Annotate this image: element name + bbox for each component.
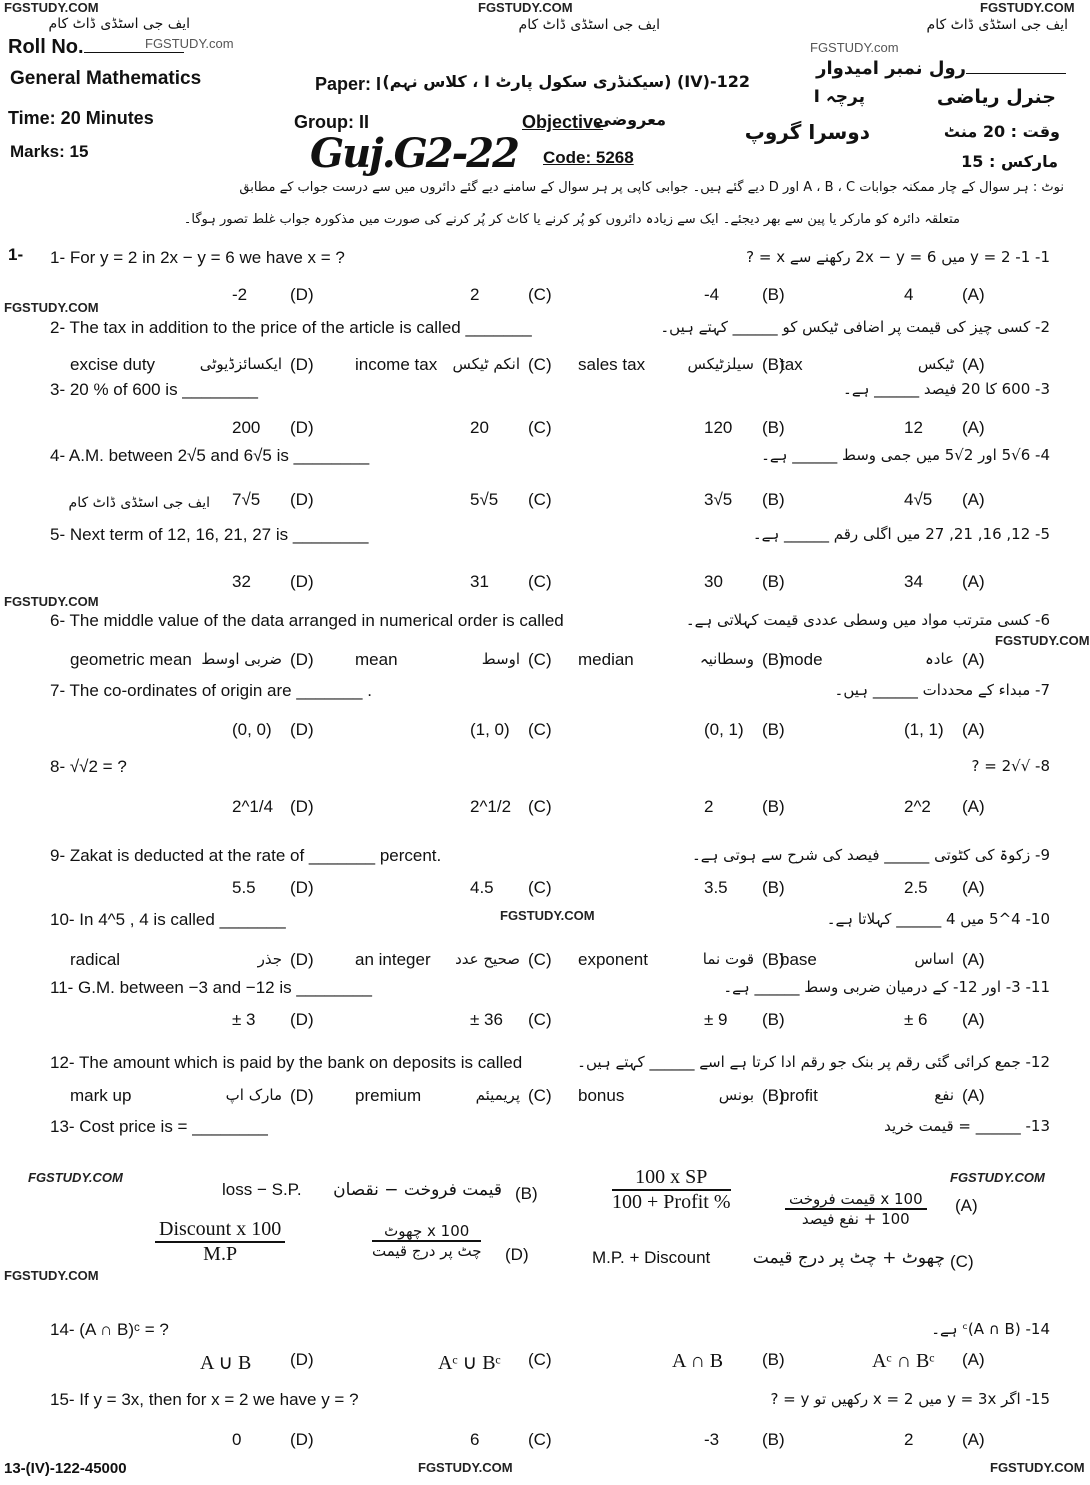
question-3-option-b-value: 120	[704, 418, 733, 437]
question-9-option-d-label: (D)	[290, 878, 314, 897]
question-11-text: 11- G.M. between −3 and −12 is ________	[50, 978, 372, 997]
question-4-option-d-label: (D)	[290, 490, 314, 509]
question-6-option-a-value-ur: عادہ	[925, 650, 954, 668]
question-8-option-d-value: 2^1/4	[232, 797, 274, 816]
question-5-option-d-value: 32	[232, 572, 251, 591]
question-12-option-c-label: (C)	[528, 1086, 552, 1105]
marks: Marks: 15	[10, 142, 89, 161]
q13-option-b-en: loss − S.P.	[222, 1180, 302, 1199]
watermark: FGSTUDY.COM	[500, 908, 595, 923]
watermark: FGSTUDY.COM	[28, 1170, 123, 1185]
question-10-option-a-value-ur: اساس	[914, 950, 954, 968]
question-5-option-b-label: (B)	[762, 572, 785, 591]
question-6-option-b-label: (B)	[762, 650, 785, 669]
question-1-option-c-label: (C)	[528, 285, 552, 304]
q13-option-c-ur: چھوٹ + چٹ پر درج قیمت	[752, 1248, 945, 1268]
question-4-option-b-label: (B)	[762, 490, 785, 509]
watermark: ایف جی اسٹڈی ڈاٹ کام	[48, 16, 190, 32]
question-7-option-d-value: (0, 0)	[232, 720, 272, 739]
question-5-option-c-value: 31	[470, 572, 489, 591]
paper-ur: پرچہ I	[813, 87, 865, 107]
question-14-option-d-label: (D)	[290, 1350, 314, 1369]
question-10-option-c-value-ur: صحیح عدد	[455, 950, 520, 968]
question-3-text: 3- 20 % of 600 is ________	[50, 380, 258, 399]
question-2-option-a-value-ur: ٹیکس	[917, 355, 954, 373]
question-15-option-d-value: 0	[232, 1430, 242, 1449]
question-6-text: 6- The middle value of the data arranged in numerical order is called	[50, 611, 564, 630]
question-8-option-c-label: (C)	[528, 797, 552, 816]
question-9-option-a-label: (A)	[962, 878, 985, 897]
question-10-option-c-label: (C)	[528, 950, 552, 969]
question-3-text-ur: 3- 600 کا 20 فیصد ______ ہے۔	[843, 380, 1050, 398]
class-ur: 122-(IV) (سیکنڈری سکول پارٹ I ، کلاس نہم)	[382, 72, 750, 91]
question-11-option-c-label: (C)	[528, 1010, 552, 1029]
question-14-text: 14- (A ∩ B)ᶜ = ?	[50, 1320, 169, 1339]
question-15-option-c-value: 6	[470, 1430, 480, 1449]
q13-option-b-ur: قیمت فروخت − نقصان	[333, 1180, 502, 1200]
watermark: FGSTUDY.COM	[995, 633, 1090, 648]
question-10-option-a-value: base	[780, 950, 817, 969]
question-12-option-b-value: bonus	[578, 1086, 625, 1105]
question-9-text-ur: 9- زکوۃ کی کٹوتی ______ فیصد کی شرح سے ہوتی ہے۔	[692, 846, 1050, 864]
objective-ur: معروضی	[595, 110, 666, 129]
question-6-option-b-value: median	[578, 650, 634, 669]
watermark: FGSTUDY.COM	[4, 0, 99, 15]
instructions-line-1: نوٹ : ہر سوال کے چار ممکنہ جوابات A ، B ، C اور D دیے گئے ہیں۔ جوابی کاپی پر ہر سوال کے سامنے دیے گئے دائروں میں سے درست جواب کے مطابق	[239, 180, 1064, 195]
question-3-option-a-label: (A)	[962, 418, 985, 437]
marks-ur: مارکس : 15	[961, 152, 1058, 171]
question-7-text-ur: 7- مبداء کے محددات ______ ہیں۔	[834, 681, 1050, 699]
question-8-option-c-value: 2^1/2	[470, 797, 512, 816]
question-10-option-d-label: (D)	[290, 950, 314, 969]
question-12-option-d-value-ur: مارک اپ	[225, 1086, 282, 1104]
question-10-option-a-label: (A)	[962, 950, 985, 969]
question-6-option-d-value-ur: ضربی اوسط	[201, 650, 282, 668]
question-1-option-d-label: (D)	[290, 285, 314, 304]
question-7-option-b-value: (0, 1)	[704, 720, 744, 739]
question-2-text-ur: 2- کسی چیز کی قیمت پر اضافی ٹیکس کو ______ کہتے ہیں۔	[660, 318, 1050, 336]
question-10-option-b-label: (B)	[762, 950, 785, 969]
question-5-option-a-label: (A)	[962, 572, 985, 591]
footer-code: 13-(IV)-122-45000	[4, 1460, 127, 1477]
question-14-option-c-label: (C)	[528, 1350, 552, 1369]
roll-no-label: Roll No.	[8, 36, 184, 59]
question-9-text: 9- Zakat is deducted at the rate of _______ percent.	[50, 846, 442, 865]
question-6-option-c-value-ur: اوسط	[481, 650, 520, 668]
question-6-option-b-value-ur: وسطانیہ	[699, 650, 754, 668]
question-2-option-a-label: (A)	[962, 355, 985, 374]
question-4-option-c-value: 5√5	[470, 490, 499, 509]
question-12-option-b-label: (B)	[762, 1086, 785, 1105]
watermark: ایف جی اسٹڈی ڈاٹ کام	[68, 495, 210, 511]
question-1-option-a-value: 4	[904, 285, 914, 304]
question-15-option-d-label: (D)	[290, 1430, 314, 1449]
subject-ur: جنرل ریاضی	[936, 86, 1056, 108]
question-10-option-c-value: an integer	[355, 950, 431, 969]
question-9-option-c-value: 4.5	[470, 878, 494, 897]
question-4-option-a-value: 4√5	[904, 490, 933, 509]
code: Code: 5268	[543, 148, 634, 167]
question-2-option-b-value-ur: سیلزٹیکس	[687, 355, 754, 373]
watermark: ایف جی اسٹڈی ڈاٹ کام	[518, 17, 660, 33]
watermark: FGSTUDY.COM	[4, 1268, 99, 1283]
question-6-option-a-value: mode	[780, 650, 823, 669]
question-5-text-ur: 5- 12, 16, 21, 27 میں اگلی رقم ______ ہے۔	[752, 525, 1050, 543]
watermark: FGSTUDY.com	[810, 40, 899, 55]
question-8-option-a-label: (A)	[962, 797, 985, 816]
roll-no-label-ur: رول نمبر امیدوار	[816, 58, 1066, 79]
question-10-text: 10- In 4^5 , 4 is called _______	[50, 910, 286, 929]
question-section-number: 1-	[8, 245, 24, 264]
question-3-option-d-label: (D)	[290, 418, 314, 437]
question-7-option-b-label: (B)	[762, 720, 785, 739]
question-4-text: 4- A.M. between 2√5 and 6√5 is ________	[50, 446, 370, 465]
question-3-option-d-value: 200	[232, 418, 261, 437]
question-1-option-b-value: -4	[704, 285, 720, 304]
question-13-text: 13- Cost price is = ________	[50, 1117, 268, 1136]
question-2-option-d-value: excise duty	[70, 355, 156, 374]
question-6-text-ur: 6- کسی مترتب مواد میں وسطی عددی قیمت کہلاتی ہے۔	[685, 611, 1050, 629]
q13-option-c-label: (C)	[950, 1252, 974, 1271]
question-10-option-d-value: radical	[70, 950, 121, 969]
q13-option-d-en-fraction: Discount x 100 M.P	[155, 1218, 285, 1266]
question-11-option-a-label: (A)	[962, 1010, 985, 1029]
question-6-option-d-label: (D)	[290, 650, 314, 669]
question-11-option-d-value: ± 3	[232, 1010, 256, 1029]
question-8-text: 8- √√2 = ?	[50, 757, 127, 776]
watermark: FGSTUDY.COM	[4, 594, 99, 609]
question-2-text: 2- The tax in addition to the price of the article is called _______	[50, 318, 532, 337]
question-11-option-b-value: ± 9	[704, 1010, 728, 1029]
question-14-option-a-value: Aᶜ ∩ Bᶜ	[872, 1350, 935, 1372]
question-5-option-a-value: 34	[904, 572, 923, 591]
question-7-option-d-label: (D)	[290, 720, 314, 739]
question-12-text-ur: 12- جمع کرائی گئی رقم پر بنک جو رقم ادا کرتا ہے اسے ______ کہتے ہیں۔	[577, 1053, 1050, 1071]
question-4-text-ur: 4- 6√5 اور 2√5 میں جمی وسط ______ ہے۔	[761, 446, 1050, 464]
question-12-option-a-label: (A)	[962, 1086, 985, 1105]
question-4-option-a-label: (A)	[962, 490, 985, 509]
question-9-option-d-value: 5.5	[232, 878, 256, 897]
question-3-option-a-value: 12	[904, 418, 923, 437]
question-12-option-a-value-ur: نفع	[934, 1086, 954, 1104]
question-15-option-a-value: 2	[904, 1430, 914, 1449]
question-2-option-d-value-ur: ایکسائزڈیوٹی	[199, 355, 282, 373]
question-3-option-b-label: (B)	[762, 418, 785, 437]
question-10-option-b-value-ur: قوت نما	[702, 950, 754, 968]
question-6-option-c-value: mean	[355, 650, 398, 669]
question-14-option-a-label: (A)	[962, 1350, 985, 1369]
question-8-text-ur: 8- √√2 = ?	[971, 757, 1050, 775]
question-15-option-b-value: -3	[704, 1430, 720, 1449]
question-12-option-a-value: profit	[780, 1086, 818, 1105]
question-1-option-c-value: 2	[470, 285, 480, 304]
question-4-option-c-label: (C)	[528, 490, 552, 509]
paper: Paper: I	[315, 74, 382, 94]
question-12-text: 12- The amount which is paid by the bank on deposits is called	[50, 1053, 523, 1072]
question-7-option-a-value: (1, 1)	[904, 720, 944, 739]
question-15-option-a-label: (A)	[962, 1430, 985, 1449]
question-11-option-b-label: (B)	[762, 1010, 785, 1029]
time-ur: وقت : 20 منٹ	[943, 122, 1060, 141]
watermark: FGSTUDY.COM	[990, 1460, 1085, 1475]
q13-option-d-ur-fraction: 100 x چھوٹ چٹ پر درج قیمت	[372, 1222, 482, 1260]
question-9-option-b-value: 3.5	[704, 878, 728, 897]
question-2-option-b-value: sales tax	[578, 355, 646, 374]
question-11-option-d-label: (D)	[290, 1010, 314, 1029]
question-14-option-c-value: Aᶜ ∪ Bᶜ	[438, 1352, 501, 1374]
question-5-text: 5- Next term of 12, 16, 21, 27 is ________	[50, 525, 369, 544]
question-3-option-c-value: 20	[470, 418, 489, 437]
q13-option-a-en-fraction: 100 x SP 100 + Profit %	[612, 1166, 731, 1213]
question-7-option-a-label: (A)	[962, 720, 985, 739]
question-12-option-b-value-ur: بونس	[718, 1086, 754, 1104]
watermark: FGSTUDY.COM	[950, 1170, 1045, 1185]
question-9-option-b-label: (B)	[762, 878, 785, 897]
q13-option-b-label: (B)	[515, 1184, 538, 1203]
question-15-option-c-label: (C)	[528, 1430, 552, 1449]
question-10-text-ur: 10- 4^5 میں 4 ______ کہلاتا ہے۔	[826, 910, 1050, 928]
question-3-option-c-label: (C)	[528, 418, 552, 437]
q13-option-a-label: (A)	[955, 1196, 978, 1215]
watermark: FGSTUDY.COM	[980, 0, 1075, 15]
question-1-text-ur: 1- 1- y = 2 میں 2x − y = 6 رکھنے سے x = ?	[746, 248, 1050, 266]
question-6-option-c-label: (C)	[528, 650, 552, 669]
time: Time: 20 Minutes	[8, 108, 154, 128]
question-5-option-c-label: (C)	[528, 572, 552, 591]
watermark: FGSTUDY.COM	[4, 300, 99, 315]
question-12-option-d-value: mark up	[70, 1086, 132, 1105]
question-7-option-c-label: (C)	[528, 720, 552, 739]
question-2-option-c-value: income tax	[355, 355, 438, 374]
question-7-text: 7- The co-ordinates of origin are _______ .	[50, 681, 372, 700]
question-11-option-a-value: ± 6	[904, 1010, 928, 1029]
question-11-option-c-value: ± 36	[470, 1010, 503, 1029]
q13-option-d-label: (D)	[505, 1245, 529, 1264]
question-6-option-a-label: (A)	[962, 650, 985, 669]
question-5-option-d-label: (D)	[290, 572, 314, 591]
question-1-text: 1- For y = 2 in 2x − y = 6 we have x = ?	[50, 248, 345, 267]
group-ur: دوسرا گروپ	[744, 120, 870, 144]
question-9-option-c-label: (C)	[528, 878, 552, 897]
question-14-option-b-value: A ∩ B	[672, 1350, 724, 1372]
group: Group: II	[294, 112, 369, 132]
question-15-text-ur: 15- اگر y = 3x میں x = 2 رکھیں تو y = ?	[770, 1390, 1050, 1408]
question-1-option-b-label: (B)	[762, 285, 785, 304]
q13-option-c-en: M.P. + Discount	[592, 1248, 711, 1267]
question-14-option-d-value: A ∪ B	[200, 1352, 252, 1374]
q13-option-a-ur-fraction: 100 x قیمت فروخت 100 + نفع فیصد	[785, 1190, 927, 1228]
objective: Objective	[522, 112, 604, 132]
question-14-text-ur: 14- (A ∩ B)ᶜ ہے۔	[931, 1320, 1050, 1338]
question-10-option-d-value-ur: جذر	[257, 950, 282, 968]
question-8-option-b-value: 2	[704, 797, 714, 816]
question-2-option-c-label: (C)	[528, 355, 552, 374]
watermark: FGSTUDY.COM	[478, 0, 573, 15]
question-5-option-b-value: 30	[704, 572, 723, 591]
question-12-option-d-label: (D)	[290, 1086, 314, 1105]
question-8-option-d-label: (D)	[290, 797, 314, 816]
question-2-option-d-label: (D)	[290, 355, 314, 374]
question-9-option-a-value: 2.5	[904, 878, 928, 897]
watermark: FGSTUDY.com	[145, 36, 234, 51]
watermark: ایف جی اسٹڈی ڈاٹ کام	[926, 17, 1068, 33]
question-15-text: 15- If y = 3x, then for x = 2 we have y = ?	[50, 1390, 359, 1409]
question-1-option-d-value: -2	[232, 285, 248, 304]
question-6-option-d-value: geometric mean	[70, 650, 192, 669]
subject: General Mathematics	[10, 68, 202, 89]
instructions-line-2: متعلقہ دائرہ کو مارکر یا پین سے بھر دیجئے۔ ایک سے زیادہ دائروں کو پُر کرنے یا کاٹ کر پُر کرنے کی صورت میں مذکورہ جواب غلط تصور ہوگا۔	[183, 212, 960, 227]
question-2-option-a-value: tax	[780, 355, 803, 374]
question-15-option-b-label: (B)	[762, 1430, 785, 1449]
question-13-text-ur: 13- ______ = قیمت خرید	[884, 1117, 1050, 1135]
question-14-option-b-label: (B)	[762, 1350, 785, 1369]
question-8-option-a-value: 2^2	[904, 797, 931, 816]
question-7-option-c-value: (1, 0)	[470, 720, 510, 739]
watermark: FGSTUDY.COM	[418, 1460, 513, 1475]
question-4-option-d-value: 7√5	[232, 490, 261, 509]
handwritten-code: Guj.G2-22	[310, 130, 518, 177]
question-12-option-c-value-ur: پریمیئم	[475, 1086, 520, 1104]
question-11-text-ur: 11- 3- اور 12- کے درمیان ضربی وسط ______ ہے۔	[723, 978, 1050, 996]
question-2-option-c-value-ur: انکم ٹیکس	[452, 355, 520, 373]
question-8-option-b-label: (B)	[762, 797, 785, 816]
question-10-option-b-value: exponent	[578, 950, 648, 969]
question-2-option-b-label: (B)	[762, 355, 785, 374]
question-1-option-a-label: (A)	[962, 285, 985, 304]
question-4-option-b-value: 3√5	[704, 490, 733, 509]
question-12-option-c-value: premium	[355, 1086, 422, 1105]
